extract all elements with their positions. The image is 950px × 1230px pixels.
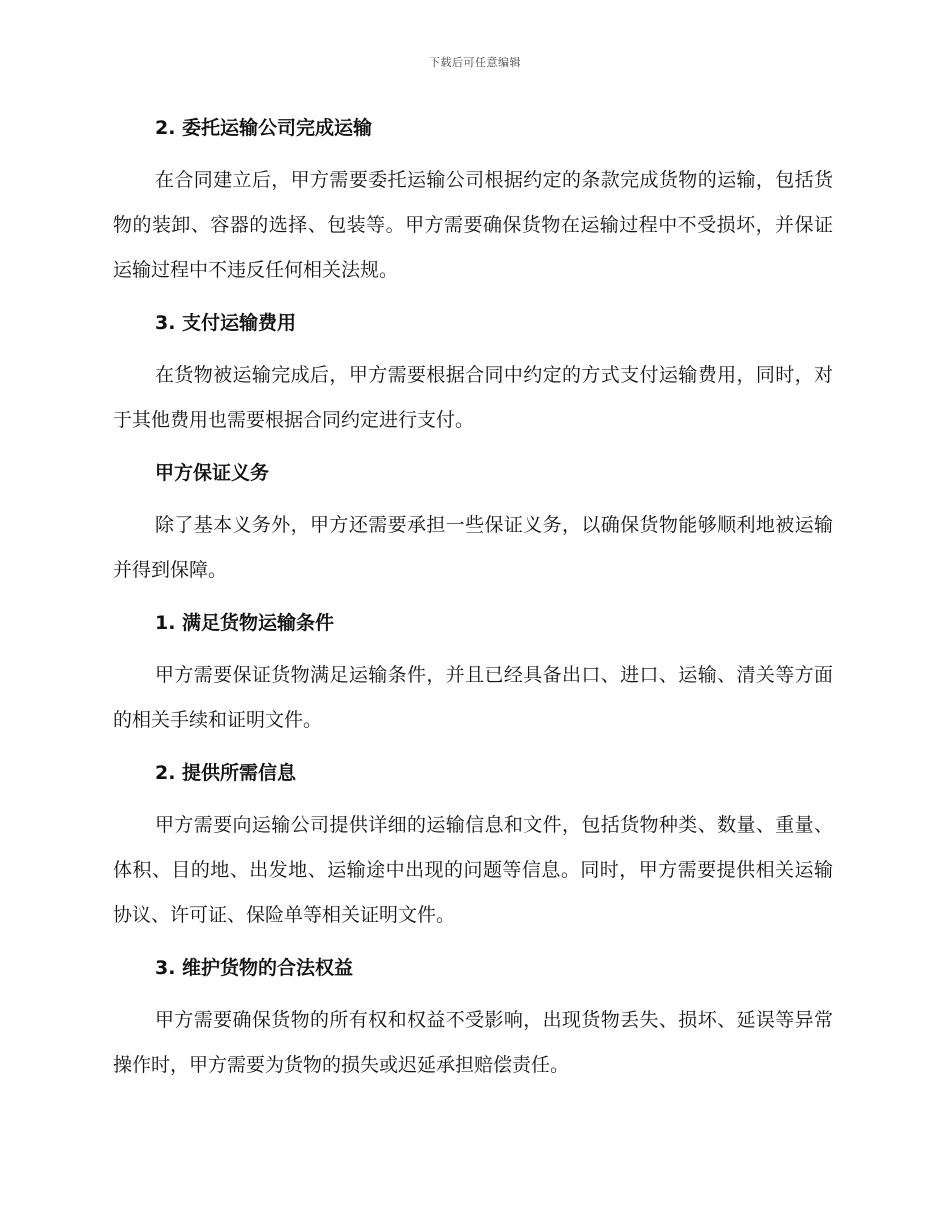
paragraph-protect-rights: 甲方需要确保货物的所有权和权益不受影响，出现货物丢失、损坏、延误等异常操作时，甲方需要为货物的损失或迟延承担赔偿责任。 [113,1009,833,1076]
section-heading-protect-rights: 3. 维护货物的合法权益 [155,957,354,979]
paragraph-pay-fees: 在货物被运输完成后，甲方需要根据合同中约定的方式支付运输费用，同时，对于其他费用也需要根据合同约定进行支付。 [113,364,833,431]
paragraph-entrust-transport: 在合同建立后，甲方需要委托运输公司根据约定的条款完成货物的运输，包括货物的装卸、容器的选择、包装等。甲方需要确保货物在运输过程中不受损坏，并保证运输过程中不违反任何相关法规。 [113,169,833,281]
page-header: 下载后可任意编辑 [429,56,521,69]
paragraph-meet-conditions: 甲方需要保证货物满足运输条件，并且已经具备出口、进口、运输、清关等方面的相关手续和证明文件。 [113,664,833,731]
section-heading-meet-conditions: 1. 满足货物运输条件 [155,612,335,634]
section-heading-provide-info: 2. 提供所需信息 [155,762,297,784]
section-heading-guarantee-obligations: 甲方保证义务 [155,462,270,484]
document-body [113,112,833,1088]
section-heading-entrust-transport: 2. 委托运输公司完成运输 [155,117,373,139]
paragraph-guarantee-obligations: 除了基本义务外，甲方还需要承担一些保证义务，以确保货物能够顺利地被运输并得到保障。 [113,514,833,581]
paragraph-provide-info: 甲方需要向运输公司提供详细的运输信息和文件，包括货物种类、数量、重量、体积、目的地、出发地、运输途中出现的问题等信息。同时，甲方需要提供相关运输协议、许可证、保险单等相关证明文件。 [113,814,833,926]
section-heading-pay-fees: 3. 支付运输费用 [155,312,297,334]
